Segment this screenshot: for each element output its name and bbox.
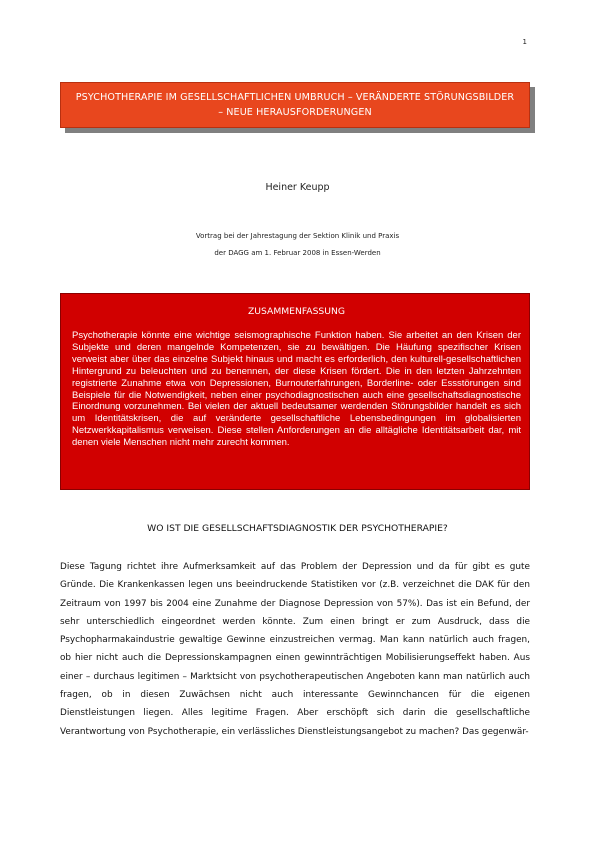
title-banner [60, 82, 530, 128]
lecture-occasion [0, 228, 595, 262]
section-body-text: Diese Tagung richtet ihre Aufmerksamkeit auf das Problem der Depression und da für gibt es gute Gründe. Die Krankenkassen legen uns beeindruckende Statistiken vor (z.B. verzeichnet die DAK für den Zeitraum von 1997 bis 2004 eine Zunahme der Diagnose Depression von 57%). Das ist ein Befund, der sehr unterschiedlich eingeordnet werden könnte. Zum einen bringt er zum Ausdruck, dass die Psychopharmakaindustrie gewaltige Gewinne einzustreichen vermag. Man kann natürlich auch fragen, ob hier nicht auch die Depressionskampagnen einen gewinnträchtigen Mobilisierungseffekt haben. Aus einer – durchaus legitimen – Marktsicht von psychotherapeutischen Angeboten kann man natürlich auch fragen, ob in diesen Zuwächsen nicht auch interessante Gewinnchancen für die eigenen Dienstleistungen liegen. Alles legitime Fragen. Aber erschöpft sich darin die gesellschaftliche Verantwortung von Psychotherapie, ein verlässliches Dienstleistungsangebot zu machen? Das gegenwär- [60, 562, 530, 737]
occasion-line-1: Vortrag bei der Jahrestagung der Sektion Klinik und Praxis [195, 232, 400, 240]
summary-text: Psychotherapie könnte eine wichtige seismographische Funktion haben. Sie arbeitet an den Krisen der Subjekte und deren mangelnde Kompetenzen, sie zu bewältigen. Die Häufung spezifischer Krisen verweist aber über das einzelne Subjekt hinaus und macht es erforderlich, den kulturell-gesellschaftlichen Hintergrund zu beleuchten und zu benennen, der diese Krisen fördert. Die in den letzten Jahrzehnten registrierte Zunahme etwa von Depressionen, Burnouterfahrungen, Borderline- oder Essstörungen sind Beispiele für die Notwendigkeit, neben einer psychodiagnostischen auch eine gesellschaftsdiagnostische Einordnung vorzunehmen. Bei vielen der aktuell bedeutsamer werdenden Störungsbilder handelt es sich um Identitätskrisen, die auf veränderte gesellschaftliche Lebensbedingungen im globalisierten Netzwerkkapitalismus verweisen. Diese stellen Anforderungen an die alltägliche Identitätsarbeit dar, mit denen viele Menschen nicht mehr zurecht kommen. [72, 330, 521, 449]
document-title: PSYCHOTHERAPIE IM GESELLSCHAFTLICHEN UMBRUCH – VERÄNDERTE STÖRUNGSBILDER – NEUE HERAUSFORDERUNGEN [75, 92, 515, 118]
author-name: Heiner Keupp [265, 182, 330, 193]
summary-box [60, 293, 530, 490]
summary-heading: ZUSAMMENFASSUNG [248, 306, 345, 317]
occasion-line-2: der DAGG am 1. Februar 2008 in Essen-Werden [214, 249, 381, 257]
page-number: 1 [522, 38, 527, 46]
section-heading: WO IST DIE GESELLSCHAFTSDIAGNOSTIK DER PSYCHOTHERAPIE? [147, 523, 448, 534]
